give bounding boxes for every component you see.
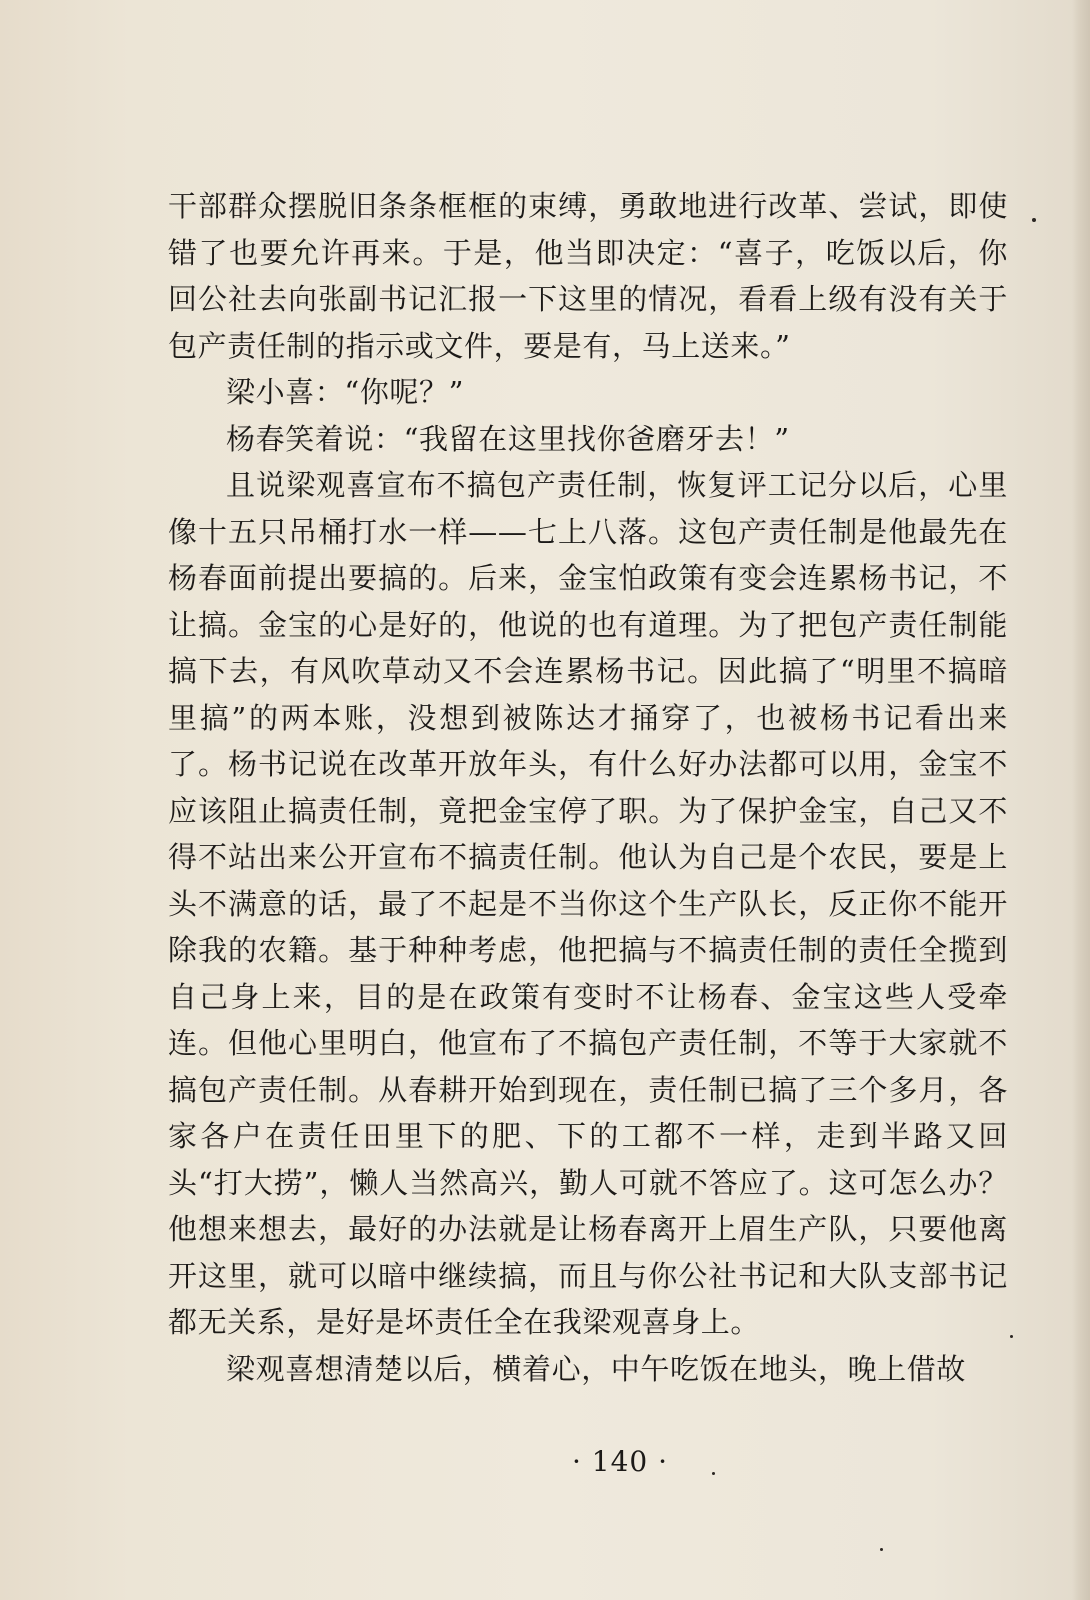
paragraph: 干部群众摆脱旧条条框框的束缚，勇敢地进行改革、尝试，即使错了也要允许再来。于是，他当即决定：“喜子，吃饭以后，你回公社去向张副书记汇报一下这里的情况，看看上级有没有关于包产责任制的指示或文件，要是有，马上送来。”	[168, 189, 1008, 363]
page-number: · 140 ·	[571, 1445, 669, 1478]
ink-speck	[712, 1472, 715, 1475]
paragraph: 杨春笑着说：“我留在这里找你爸磨牙去！”	[226, 421, 790, 456]
body-text	[168, 183, 1008, 1392]
paragraph: 且说梁观喜宣布不搞包产责任制，恢复评工记分以后，心里像十五只吊桶打水一样——七上八落。这包产责任制是他最先在杨春面前提出要搞的。后来，金宝怕政策有变会连累杨书记，不让搞。金宝的心是好的，他说的也有道理。为了把包产责任制能搞下去，有风吹草动又不会连累杨书记。因此搞了“明里不搞暗里搞”的两本账，没想到被陈达才捅穿了，也被杨书记看出来了。杨书记说在改革开放年头，有什么好办法都可以用，金宝不应该阻止搞责任制，竟把金宝停了职。为了保护金宝，自己又不得不站出来公开宣布不搞责任制。他认为自己是个农民，要是上头不满意的话，最了不起是不当你这个生产队长，反正你不能开除我的农籍。基于种种考虑，他把搞与不搞责任制的责任全揽到自己身上来，目的是在政策有变时不让杨春、金宝这些人受牵连。但他心里明白，他宣布了不搞包产责任制，不等于大家就不搞包产责任制。从春耕开始到现在，责任制已搞了三个多月，各家各户在责任田里下的肥、下的工都不一样，走到半路又回头“打大捞”，懒人当然高兴，勤人可就不答应了。这可怎么办？他想来想去，最好的办法就是让杨春离开上眉生产队，只要他离开这里，就可以暗中继续搞，而且与你公社书记和大队支部书记都无关系，是好是坏责任全在我梁观喜身上。	[168, 468, 1008, 1339]
paragraph: 梁小喜：“你呢？”	[226, 375, 465, 409]
ink-speck	[1010, 1335, 1013, 1338]
paragraph: 梁观喜想清楚以后，横着心，中午吃饭在地头，晚上借故	[226, 1351, 967, 1386]
ink-speck	[880, 1548, 883, 1551]
page-edge-shadow	[1072, 0, 1090, 1600]
ink-speck	[1032, 218, 1036, 222]
